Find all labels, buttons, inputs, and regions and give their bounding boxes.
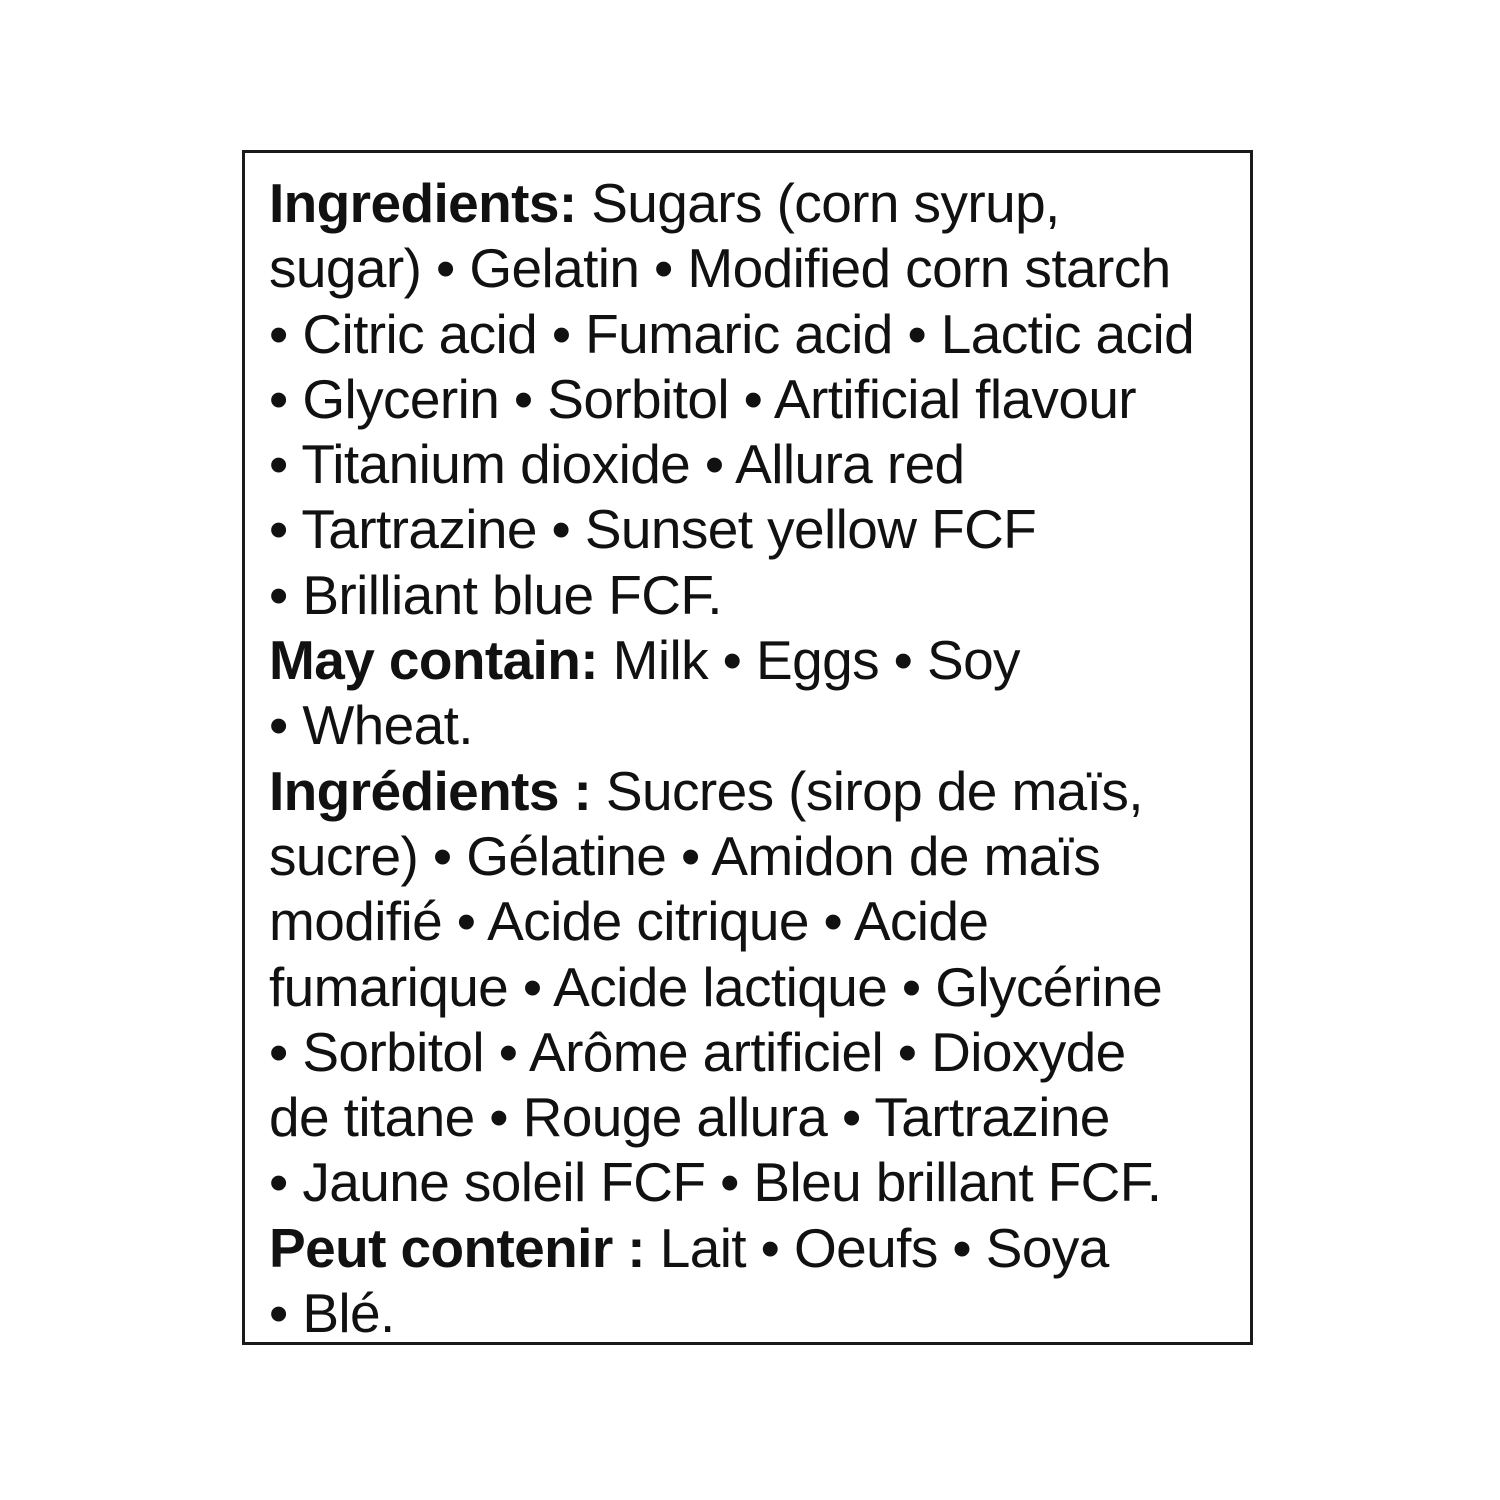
line-text: • Wheat. [269, 694, 473, 757]
label-line [269, 693, 1240, 758]
may-contain-heading-fr: Peut contenir : [269, 1216, 646, 1279]
line-text: sugar) • Gelatin • Modified corn starch [269, 237, 1171, 300]
label-line [269, 171, 1240, 236]
label-line [269, 759, 1240, 824]
line-text: • Jaune soleil FCF • Bleu brillant FCF. [269, 1151, 1162, 1214]
label-line [269, 563, 1240, 628]
line-text: • Titanium dioxide • Allura red [269, 433, 965, 496]
label-line [269, 236, 1240, 301]
label-line [269, 1150, 1240, 1215]
label-line [269, 1281, 1240, 1346]
line-text: Sugars (corn syrup, [576, 172, 1060, 234]
label-line [269, 367, 1240, 432]
ingredients-text-block [269, 171, 1240, 1346]
label-line [269, 824, 1240, 889]
label-line [269, 302, 1240, 367]
label-line [269, 1085, 1240, 1150]
line-text: • Glycerin • Sorbitol • Artificial flavour [269, 367, 1137, 430]
ingredients-label-box [242, 150, 1253, 1345]
line-text: fumarique • Acide lactique • Glycérine [269, 955, 1163, 1018]
label-line [269, 1020, 1240, 1085]
label-line [269, 1216, 1240, 1281]
ingredients-heading-en: Ingredients: [269, 172, 577, 234]
ingredients-heading-fr: Ingrédients : [269, 759, 592, 822]
line-text: de titane • Rouge allura • Tartrazine [269, 1086, 1110, 1149]
label-line [269, 432, 1240, 497]
line-text: • Citric acid • Fumaric acid • Lactic acid [269, 302, 1195, 365]
line-text: Sucres (sirop de maïs, [591, 759, 1143, 822]
line-text: • Blé. [269, 1282, 395, 1345]
line-text: sucre) • Gélatine • Amidon de maïs [269, 824, 1101, 887]
line-text: • Brilliant blue FCF. [269, 563, 722, 626]
label-line [269, 497, 1240, 562]
line-text: Lait • Oeufs • Soya [645, 1216, 1109, 1279]
label-line [269, 628, 1240, 693]
may-contain-heading-en: May contain: [269, 629, 598, 692]
line-text: • Tartrazine • Sunset yellow FCF [269, 498, 1037, 561]
label-line [269, 889, 1240, 954]
line-text: Milk • Eggs • Soy [597, 629, 1020, 692]
label-line [269, 955, 1240, 1020]
line-text: modifié • Acide citrique • Acide [269, 890, 989, 953]
line-text: • Sorbitol • Arôme artificiel • Dioxyde [269, 1020, 1126, 1083]
